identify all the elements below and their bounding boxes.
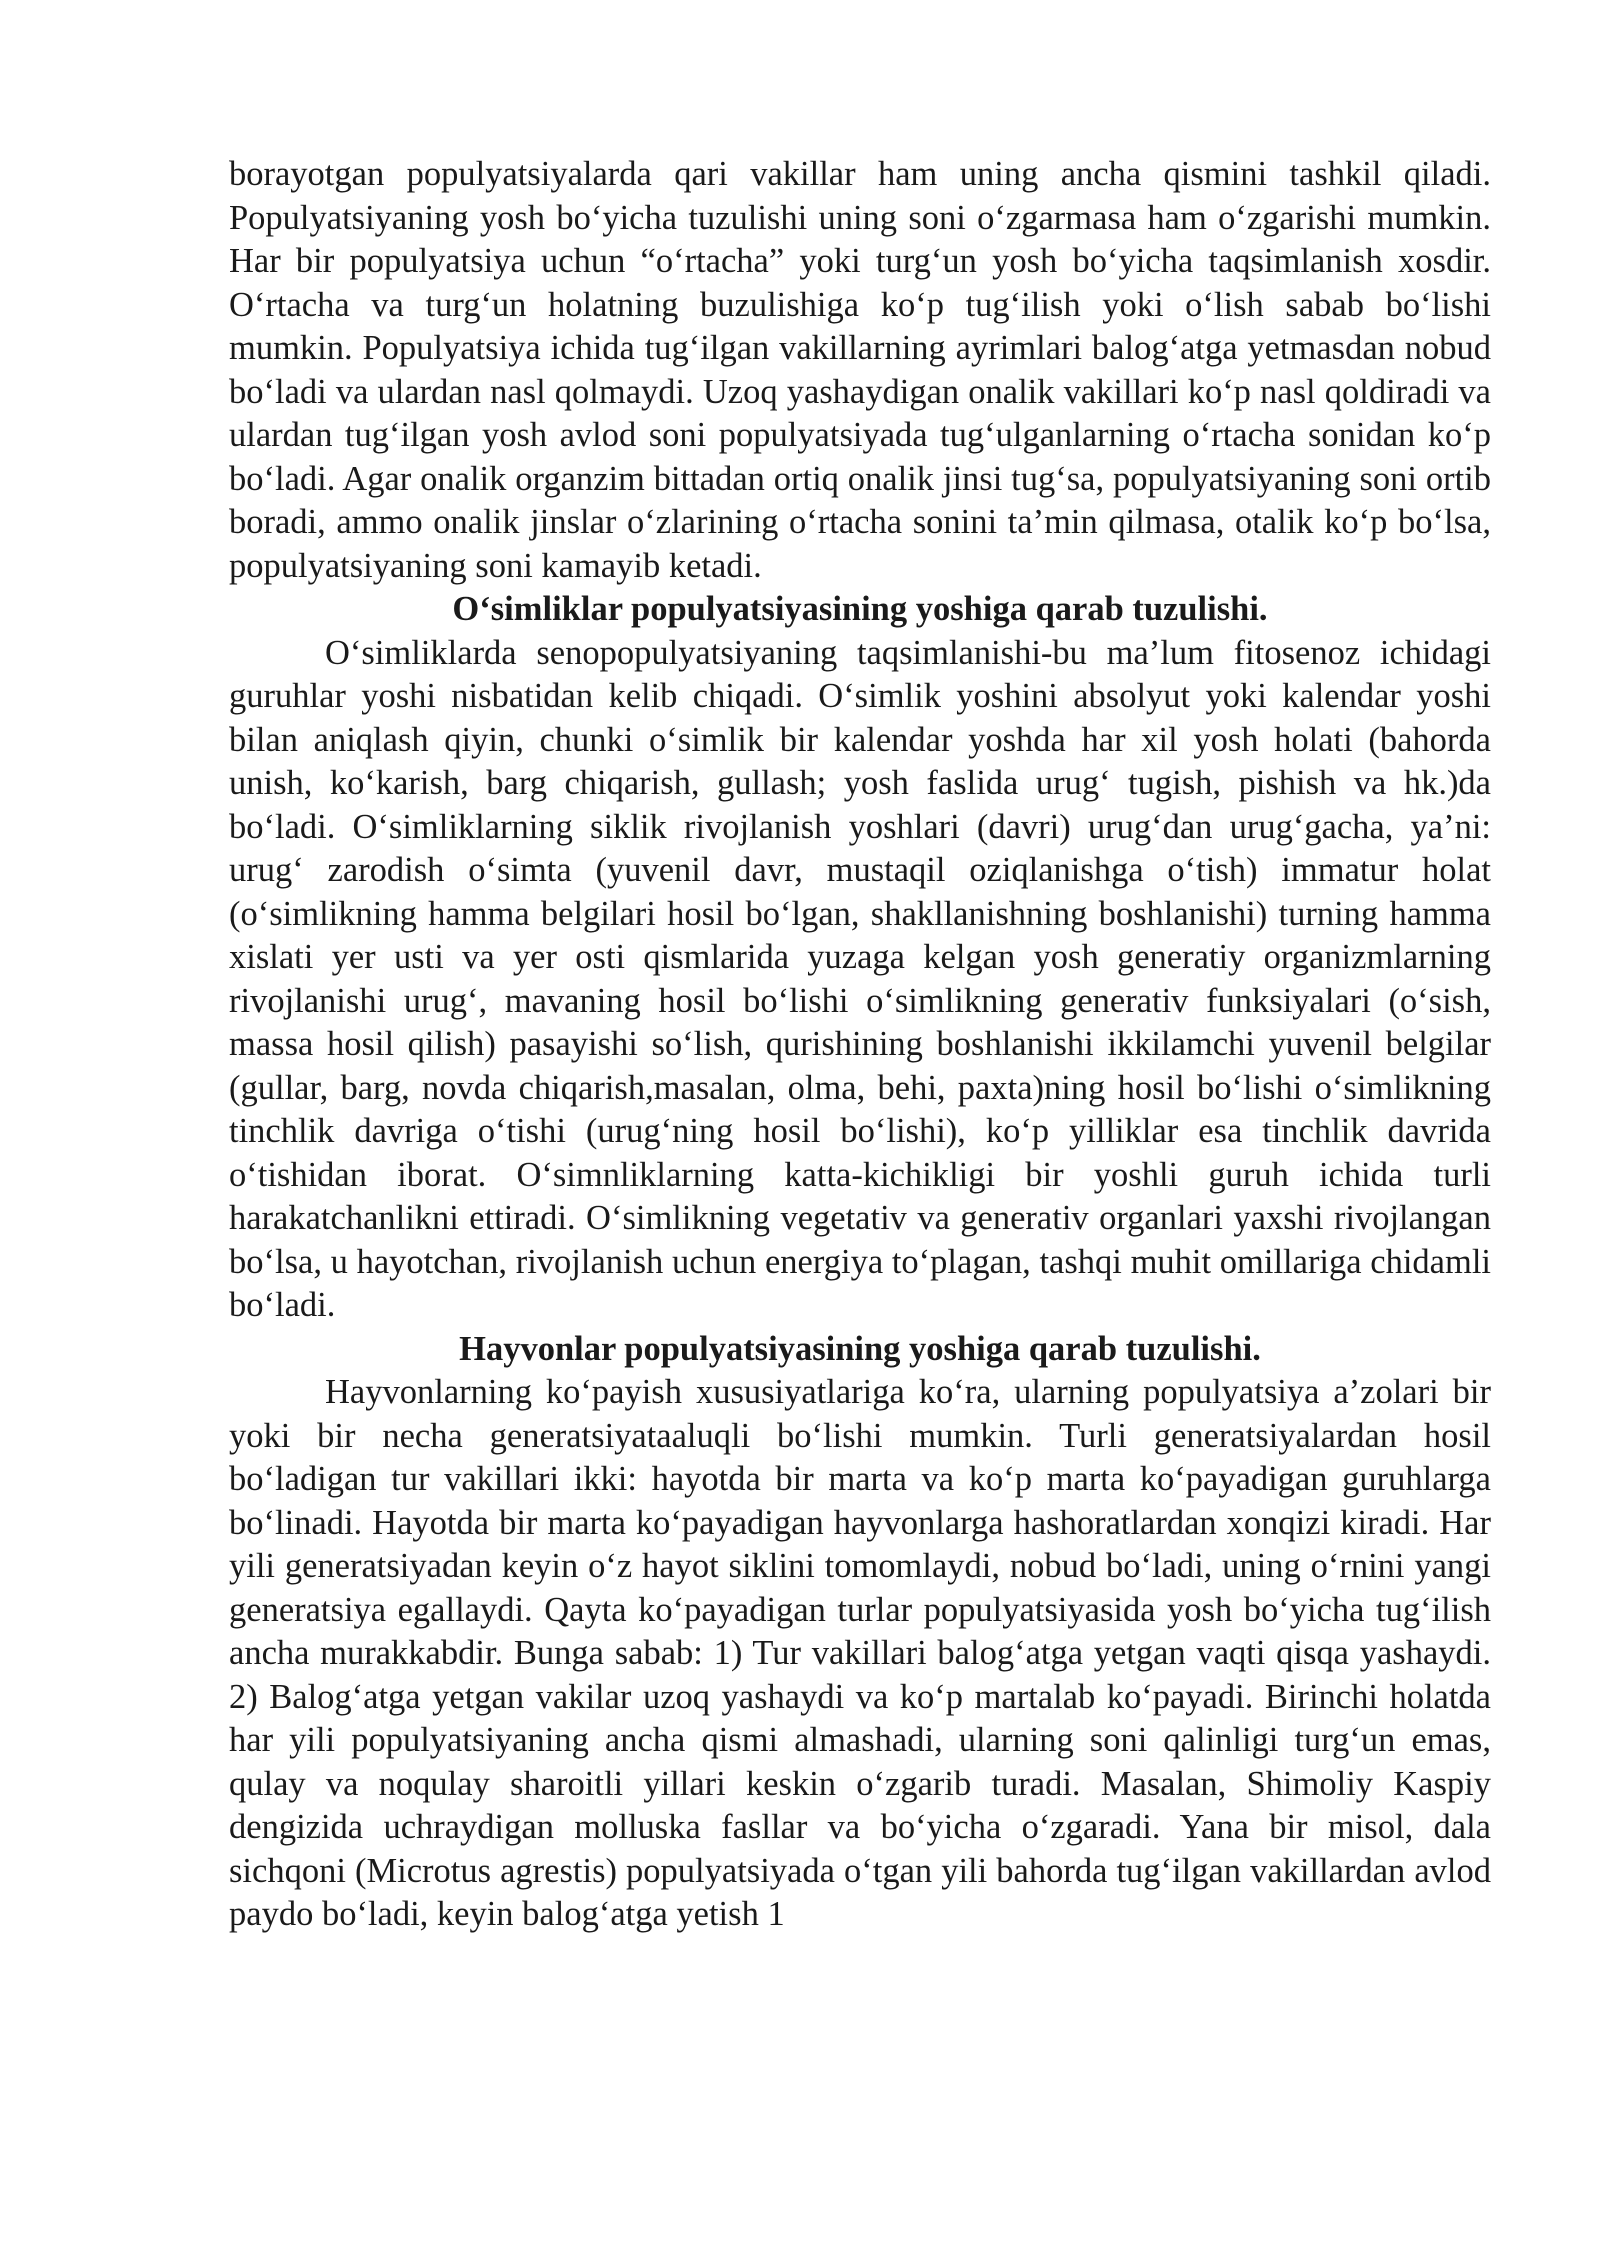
paragraph-plants: O‘simliklarda senopopulyatsiyaning taqsimlanishi-bu ma’lum fitosenoz ichidagi guruhlar yoshi nisbatidan kelib chiqadi. O‘simlik yoshini absolyut yoki kalendar yoshi bilan aniqlash qiyin, chunki o‘simlik bir kalendar yoshda har xil yosh holati (bahorda unish, ko‘karish, barg chiqarish, gullash; yosh faslida urug‘ tugish, pishish va hk.)da bo‘ladi. O‘simliklarning siklik rivojlanish yoshlari (davri) urug‘dan urug‘gacha, ya’ni: urug‘ zarodish o‘simta (yuvenil davr, mustaqil oziqlanishga o‘tish) immatur holat (o‘simlikning hamma belgilari hosil bo‘lgan, shakllanishning boshlanishi) turning hamma xislati yer usti va yer osti qismlarida yuzaga kelgan yosh generatiy organizmlarning rivojlanishi urug‘, mavaning hosil bo‘lishi o‘simlikning generativ funksiyalari (o‘sish, massa hosil qilish) pasayishi so‘lish, qurishining boshlanishi ikkilamchi yuvenil belgilar (gullar, barg, novda chiqarish,masalan, olma, behi, paxta)ning hosil bo‘lishi o‘simlikning tinchlik davriga o‘tishi (urug‘ning hosil bo‘lishi), ko‘p yilliklar esa tinchlik davrida o‘tishidan iborat. O‘simnliklarning katta-kichikligi bir yoshli guruh ichida turli harakatchanlikni ettiradi. O‘simlikning vegetativ va generativ organlari yaxshi rivojlangan bo‘lsa, u hayotchan, rivojlanish uchun energiya to‘plagan, tashqi muhit omillariga chidamli bo‘ladi. [229,633,1491,1324]
section-heading-animals: Hayvonlar populyatsiyasining yoshiga qarab tuzulishi. [459,1329,1261,1368]
section-heading-plants: O‘simliklar populyatsiyasining yoshiga qarab tuzulishi. [452,590,1268,628]
paragraph-intro: borayotgan populyatsiyalarda qari vakillar ham uning ancha qismini tashkil qiladi. Populyatsiyaning yosh bo‘yicha tuzulishi uning soni o‘zgarmasa ham o‘zgarishi mumkin. Har bir populyatsiya uchun “o‘rtacha” yoki turg‘un yosh bo‘yicha taqsimlanish xosdir. O‘rtacha va turg‘un holatning buzulishiga ko‘p tug‘ilish yoki o‘lish sabab bo‘lishi mumkin. Populyatsiya ichida tug‘ilgan vakillarning ayrimlari balog‘atga yetmasdan nobud bo‘ladi va ulardan nasl qolmaydi. Uzoq yashaydigan onalik vakillari ko‘p nasl qoldiradi va ulardan tug‘ilgan yosh avlod soni populyatsiyada tug‘ulganlarning o‘rtacha sonidan ko‘p bo‘ladi. Agar onalik organzim bittadan ortiq onalik jinsi tug‘sa, populyatsiyaning soni ortib boradi, ammo onalik jinslar o‘zlarining o‘rtacha sonini ta’min qilmasa, otalik ko‘p bo‘lsa, populyatsiyaning soni kamayib ketadi. [229,155,1491,585]
paragraph-animals: Hayvonlarning ko‘payish xususiyatlariga ko‘ra, ularning populyatsiya a’zolari bir yoki bir necha generatsiyataaluqli bo‘lishi mumkin. Turli generatsiyalardan hosil bo‘ladigan tur vakillari ikki: hayotda bir marta va ko‘p marta ko‘payadigan guruhlarga bo‘linadi. Hayotda bir marta ko‘payadigan hayvonlarga hashoratlardan xonqizi kiradi. Har yili generatsiyadan keyin o‘z hayot siklini tomomlaydi, nobud bo‘ladi, uning o‘rnini yangi generatsiya egallaydi. Qayta ko‘payadigan turlar populyatsiyasida yosh bo‘yicha tug‘ilish ancha murakkabdir. Bunga sabab: 1) Tur vakillari balog‘atga yetgan vaqti qisqa yashaydi. 2) Balog‘atga yetgan vakilar uzoq yashaydi va ko‘p martalab ko‘payadi. Birinchi holatda har yili populyatsiyaning ancha qismi almashadi, ularning soni qalinligi turg‘un emas, qulay va noqulay sharoitli yillari keskin o‘zgarib turadi. Masalan, Shimoliy Kaspiy dengizida uchraydigan molluska fasllar va bo‘yicha o‘zgaradi. Yana bir misol, dala sichqoni (Microtus agrestis) populyatsiyada o‘tgan yili bahorda tug‘ilgan vakillardan avlod paydo bo‘ladi, keyin balog‘atga yetish 1 [229,1373,1491,1933]
document-page [229,153,1491,1937]
